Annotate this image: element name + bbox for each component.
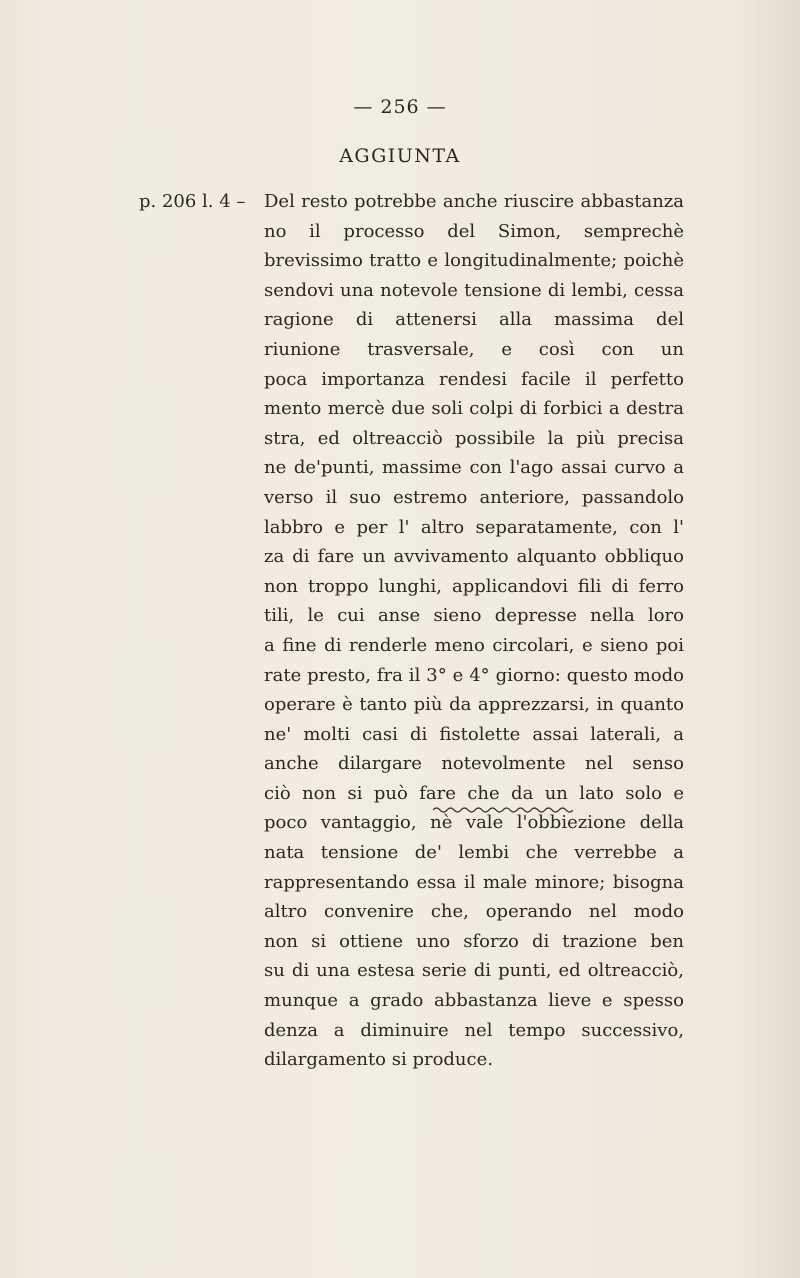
text-line: riunione trasversale, e così con un xyxy=(264,338,684,360)
text-line: altro convenire che, operando nel modo xyxy=(264,901,684,923)
text-line: anche dilargare notevolmente nel senso xyxy=(264,753,684,775)
section-title: AGGIUNTA xyxy=(339,145,461,167)
text-line: ciò non si può fare che da un lato solo e xyxy=(264,782,684,804)
text-line: dilargamento si produce. xyxy=(264,1049,493,1071)
text-line: operare è tanto più da apprezzarsi, in quanto xyxy=(264,694,684,716)
closing-wavy-rule xyxy=(433,806,573,814)
text-line: verso il suo estremo anteriore, passandolo xyxy=(264,486,684,508)
text-line: mento mercè due soli colpi di forbici a destra xyxy=(264,398,684,420)
text-line: nata tensione de' lembi che verrebbe a xyxy=(264,842,684,864)
text-line: a fine di renderle meno circolari, e sieno poi xyxy=(264,634,684,656)
paragraph xyxy=(264,187,684,1075)
text-line: ne de'punti, massime con l'ago assai curvo a xyxy=(264,457,684,479)
text-line: ne' molti casi di fistolette assai laterali, a xyxy=(264,723,684,745)
text-line: rappresentando essa il male minore; bisogna xyxy=(264,871,684,893)
text-line: munque a grado abbastanza lieve e spesso xyxy=(264,990,684,1012)
text-line: sendovi una notevole tensione di lembi, cessa xyxy=(264,279,684,301)
text-line: brevissimo tratto e longitudinalmente; poichè xyxy=(264,250,684,272)
text-line: za di fare un avvivamento alquanto obbliquo xyxy=(264,546,684,568)
text-line: rate presto, fra il 3° e 4° giorno: questo modo xyxy=(264,664,684,686)
text-line: denza a diminuire nel tempo successivo, xyxy=(264,1019,684,1041)
text-line: stra, ed oltreacciò possibile la più precisa xyxy=(264,427,684,449)
page-line-reference: p. 206 l. 4 – xyxy=(139,191,246,212)
text-line: poco vantaggio, nè vale l'obbiezione della xyxy=(264,812,684,834)
text-line: Del resto potrebbe anche riuscire abbastanza xyxy=(264,191,684,212)
text-line: no il processo del Simon, semprechè xyxy=(264,220,684,242)
page-number: — 256 — xyxy=(353,96,447,118)
text-line: non si ottiene uno sforzo di trazione ben xyxy=(264,930,684,952)
text-line: labbro e per l' altro separatamente, con l' xyxy=(264,516,684,538)
text-line: tili, le cui anse sieno depresse nella loro xyxy=(264,605,684,627)
text-line: ragione di attenersi alla massima del xyxy=(264,309,684,331)
text-line: non troppo lunghi, applicandovi fili di ferro xyxy=(264,575,684,597)
text-line: su di una estesa serie di punti, ed oltreacciò, xyxy=(264,960,684,982)
text-line: poca importanza rendesi facile il perfetto xyxy=(264,368,684,390)
